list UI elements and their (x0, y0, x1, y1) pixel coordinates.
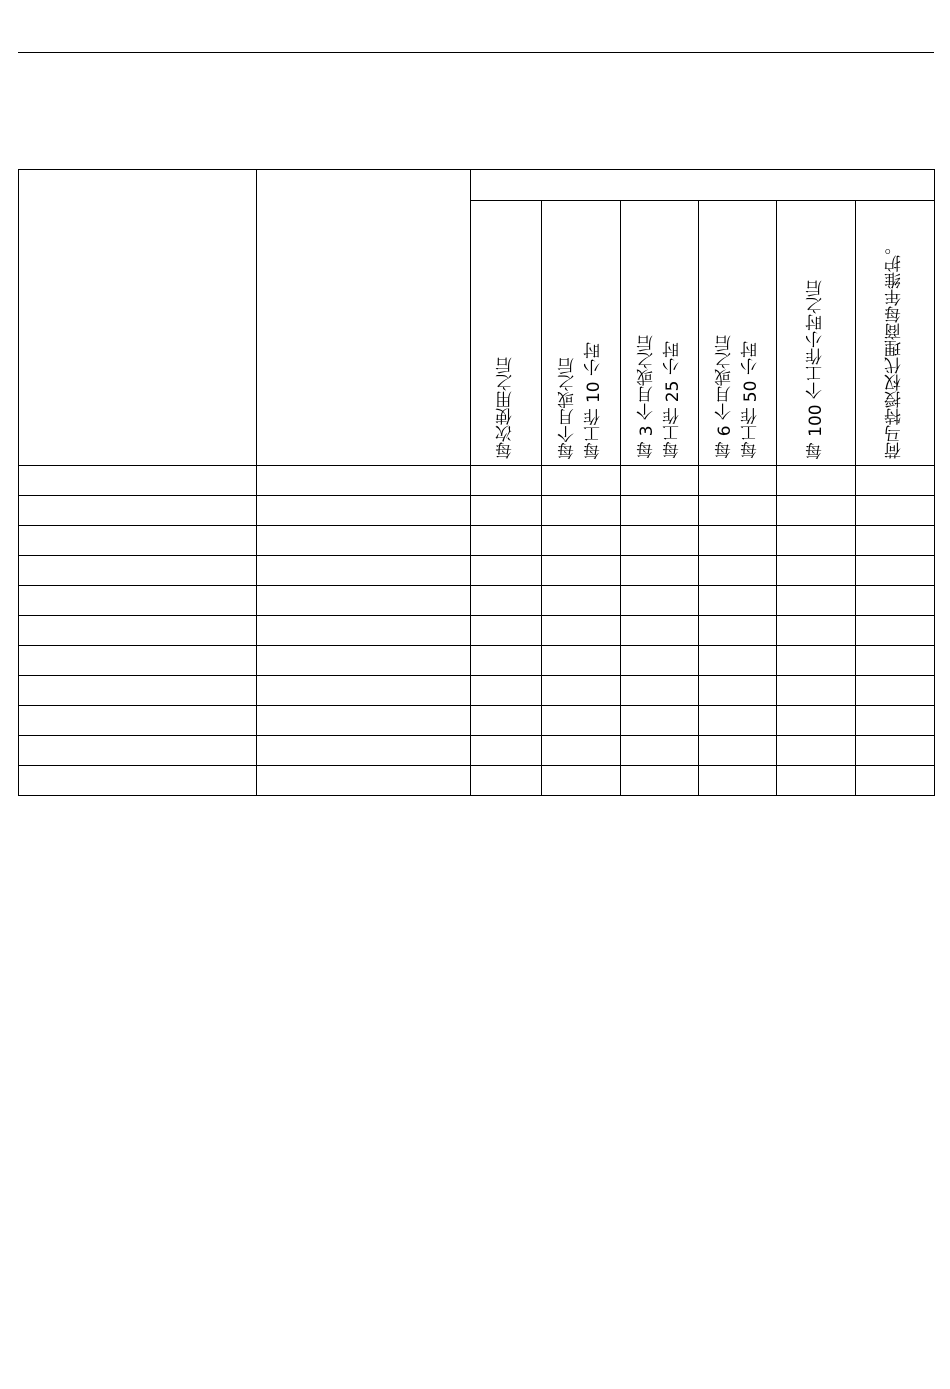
table-cell (856, 646, 935, 676)
table-cell (777, 466, 856, 496)
table-row (19, 736, 935, 766)
table-cell (856, 706, 935, 736)
table-cell (257, 496, 471, 526)
table-cell (542, 676, 621, 706)
table-cell (19, 526, 257, 556)
table-row (19, 646, 935, 676)
table-cell (777, 526, 856, 556)
header-item-cell (19, 170, 257, 466)
table-header-row (19, 170, 935, 201)
table-cell (471, 706, 542, 736)
table-cell (19, 706, 257, 736)
table-cell (699, 556, 777, 586)
table-cell (777, 616, 856, 646)
table-cell (542, 706, 621, 736)
table-cell (19, 586, 257, 616)
table-row (19, 556, 935, 586)
table-cell (471, 676, 542, 706)
interval-header-6-months (699, 201, 777, 466)
table-cell (19, 556, 257, 586)
table-cell (856, 466, 935, 496)
table-cell (471, 616, 542, 646)
table-cell (471, 766, 542, 796)
table-cell (621, 466, 699, 496)
table-row (19, 676, 935, 706)
table-cell (257, 676, 471, 706)
table-row (19, 616, 935, 646)
table-cell (856, 676, 935, 706)
table-cell (19, 646, 257, 676)
table-cell (471, 526, 542, 556)
table-cell (542, 526, 621, 556)
interval-label-line: 每工作 10 小时 (584, 341, 604, 459)
interval-label-line: 每工作 50 小时 (740, 341, 761, 459)
table-cell (621, 496, 699, 526)
table-cell (471, 556, 542, 586)
table-cell (777, 556, 856, 586)
table-cell (621, 586, 699, 616)
table-cell (257, 556, 471, 586)
interval-header-monthly (542, 201, 621, 466)
table-row (19, 496, 935, 526)
table-cell (699, 586, 777, 616)
interval-header-3-months (621, 201, 699, 466)
table-cell (257, 466, 471, 496)
table-cell (777, 586, 856, 616)
table-cell (699, 676, 777, 706)
table-cell (257, 766, 471, 796)
interval-header-annual-dealer (856, 201, 935, 466)
table-row (19, 766, 935, 796)
table-cell (699, 706, 777, 736)
table-cell (471, 586, 542, 616)
table-cell (542, 586, 621, 616)
interval-label-line: 每 6 个月或之后 (714, 335, 735, 459)
table-cell (542, 766, 621, 796)
table-cell (471, 466, 542, 496)
interval-header-100-hours (777, 201, 856, 466)
table-cell (542, 646, 621, 676)
table-row (19, 526, 935, 556)
interval-label-line: 每个月或之后 (558, 357, 578, 459)
table-cell (621, 616, 699, 646)
table-cell (621, 766, 699, 796)
table-cell (257, 646, 471, 676)
header-action-cell (257, 170, 471, 466)
table-cell (856, 736, 935, 766)
header-interval-group-cell (471, 170, 935, 201)
table-cell (257, 706, 471, 736)
table-cell (856, 556, 935, 586)
table-cell (542, 556, 621, 586)
table-cell (19, 736, 257, 766)
interval-header-each-use (471, 201, 542, 466)
table-cell (699, 616, 777, 646)
table-cell (699, 466, 777, 496)
table-cell (856, 496, 935, 526)
interval-label-line: 每次使用之后 (496, 357, 516, 459)
table-cell (856, 586, 935, 616)
table-cell (699, 646, 777, 676)
table-cell (856, 766, 935, 796)
table-cell (777, 766, 856, 796)
table-cell (621, 646, 699, 676)
table-cell (856, 616, 935, 646)
table-row (19, 706, 935, 736)
table-cell (19, 466, 257, 496)
table-cell (19, 616, 257, 646)
table-cell (621, 526, 699, 556)
table-row (19, 466, 935, 496)
table-cell (699, 766, 777, 796)
table-cell (777, 646, 856, 676)
maintenance-schedule-table (18, 169, 935, 796)
table-cell (257, 586, 471, 616)
table-cell (621, 706, 699, 736)
table-cell (621, 556, 699, 586)
table-cell (19, 676, 257, 706)
interval-label-line: 每工作 25 小时 (662, 341, 683, 459)
table-cell (621, 736, 699, 766)
interval-label-line: 荷马特授权代理商每年维护。 (885, 238, 906, 459)
table-cell (542, 736, 621, 766)
table-cell (542, 496, 621, 526)
table-cell (621, 676, 699, 706)
table-cell (471, 496, 542, 526)
table-body (19, 466, 935, 796)
table-cell (257, 616, 471, 646)
table-cell (19, 496, 257, 526)
table-cell (471, 736, 542, 766)
table-cell (471, 646, 542, 676)
top-divider-line (18, 52, 934, 53)
table-cell (257, 526, 471, 556)
table-cell (257, 736, 471, 766)
interval-label-line: 每 100 个工作小时之后 (806, 279, 826, 459)
table-cell (699, 496, 777, 526)
table-cell (542, 466, 621, 496)
table-row (19, 586, 935, 616)
table-cell (777, 496, 856, 526)
table-cell (856, 526, 935, 556)
table-cell (542, 616, 621, 646)
table-cell (19, 766, 257, 796)
table-cell (699, 526, 777, 556)
table-cell (777, 676, 856, 706)
table-cell (699, 736, 777, 766)
interval-label-line: 每 3 个月或之后 (636, 335, 657, 459)
table-cell (777, 706, 856, 736)
table-cell (777, 736, 856, 766)
